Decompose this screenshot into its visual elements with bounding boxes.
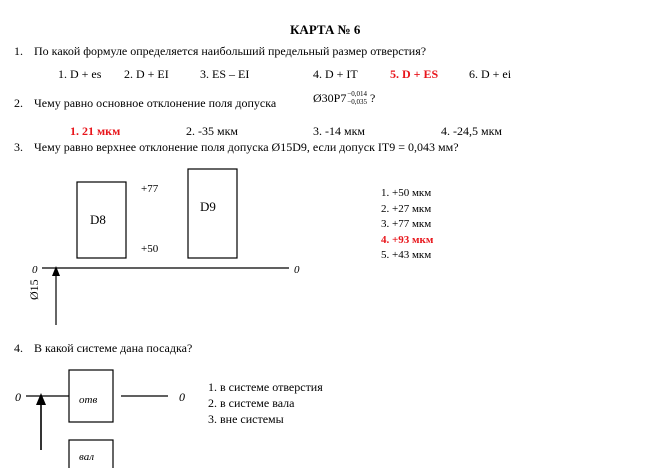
tolerance-base: Ø30P7 [313, 90, 347, 105]
tolerance-upper: −0,014 [347, 90, 368, 99]
question-text: В какой системе дана посадка? [34, 341, 193, 355]
zero-label-right: 0 [179, 390, 185, 404]
fit-arrow-head [36, 393, 46, 405]
answer-option-correct[interactable]: 4. +93 мкм [381, 234, 434, 246]
question-number: 4. [14, 341, 23, 355]
answer-option[interactable]: 5. +43 мкм [381, 249, 432, 261]
question-text: По какой формуле определяется наибольший предельный размер отверстия? [34, 44, 427, 58]
question-mark: ? [370, 90, 376, 105]
question-text: Чему равно основное отклонение поля допуска [34, 96, 277, 110]
answer-option[interactable]: 2. D + EI [124, 67, 169, 81]
answer-option[interactable]: 2. +27 мкм [381, 203, 432, 215]
d9-label: D9 [200, 199, 216, 214]
answer-option[interactable]: 3. ES – EI [200, 67, 250, 81]
upper-deviation-label: +77 [141, 183, 159, 195]
question-number: 2. [14, 96, 23, 110]
page-title: КАРТА № 6 [290, 22, 361, 37]
shaft-label: вал [79, 451, 94, 463]
answer-option[interactable]: 1. D + es [58, 67, 102, 81]
tolerance-lower: −0,035 [347, 98, 368, 107]
answer-option[interactable]: 6. D + ei [469, 67, 512, 81]
answer-option[interactable]: 3. вне системы [208, 412, 284, 426]
question-number: 1. [14, 44, 23, 58]
zero-label-right: 0 [294, 264, 300, 276]
zero-label-left: 0 [15, 390, 21, 404]
lower-deviation-label: +50 [141, 243, 159, 255]
answer-option[interactable]: 1. в системе отверстия [208, 380, 323, 394]
question-text: Чему равно верхнее отклонение поля допуска Ø15D9, если допуск IT9 = 0,043 мм? [34, 140, 459, 154]
d8-label: D8 [90, 212, 106, 227]
answer-option[interactable]: 2. -35 мкм [186, 124, 239, 138]
answer-option-correct[interactable]: 1. 21 мкм [70, 124, 121, 138]
question-number: 3. [14, 140, 23, 154]
answer-option[interactable]: 3. -14 мкм [313, 124, 366, 138]
answer-option[interactable]: 4. D + IT [313, 67, 358, 81]
dimension-label: Ø15 [27, 279, 41, 300]
answer-option-correct[interactable]: 5. D + ES [390, 67, 439, 81]
answer-option[interactable]: 4. -24,5 мкм [441, 124, 503, 138]
answer-option[interactable]: 1. +50 мкм [381, 187, 432, 199]
hole-label: отв [79, 394, 98, 406]
zero-label-left: 0 [32, 264, 38, 276]
answer-option[interactable]: 2. в системе вала [208, 396, 295, 410]
answer-option[interactable]: 3. +77 мкм [381, 218, 432, 230]
